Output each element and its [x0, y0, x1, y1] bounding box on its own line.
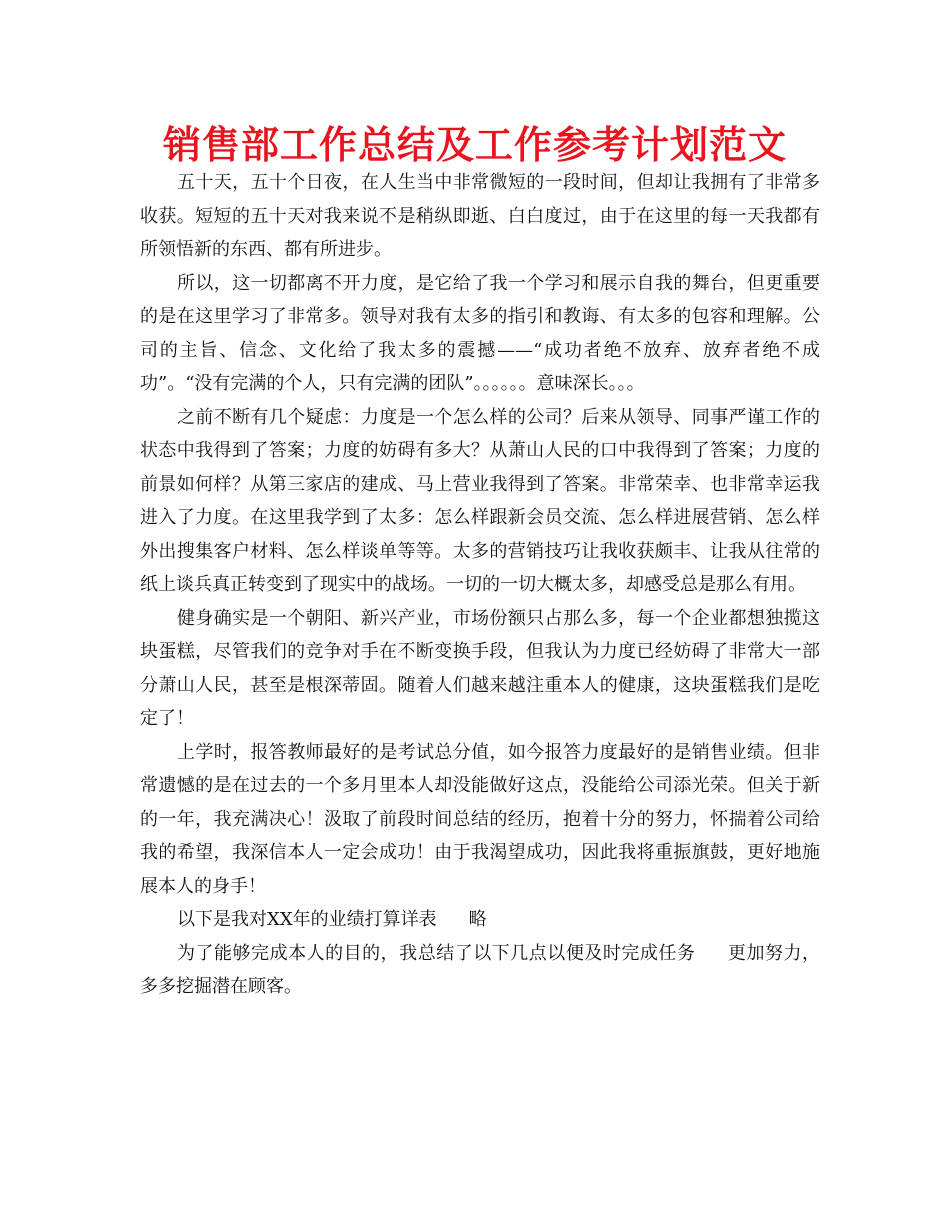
paragraph-3: 之前不断有几个疑虑：力度是一个怎么样的公司？后来从领导、同事严谨工作的状态中我得到了答案；力度的妨碍有多大？从萧山人民的口中我得到了答案；力度的前景如何样？从第三家店的建成、马上营业我得到了答案。非常荣幸、也非常幸运我进入了力度。在这里我学到了太多：怎么样跟新会员交流、怎么样进展营销、怎么样外出搜集客户材料、怎么样谈单等等。太多的营销技巧让我收获颇丰、让我从往常的纸上谈兵真正转变到了现实中的战场。一切的一切大概太多，却感受总是那么有用。	[140, 406, 820, 595]
paragraph-2: 所以，这一切都离不开力度，是它给了我一个学习和展示自我的舞台，但更重要的是在这里学习了非常多。领导对我有太多的指引和教诲、有太多的包容和理解。公司的主旨、信念、文化给了我太多的震撼——“成功者绝不放弃、放弃者绝不成功”。“没有完满的个人，只有完满的团队”。。。。。。意味深长。。。	[140, 272, 820, 394]
goal-text-end: 更加努力，多多挖掘潜在顾客。	[140, 942, 820, 997]
document-title: 销售部工作总结及工作参考计划范文	[162, 123, 787, 167]
goal-text: 为了能够完成本人的目的，我总结了以下几点以便及时完成任务	[177, 942, 696, 964]
plan-omitted: 略	[468, 909, 487, 930]
paragraph-1: 五十天，五十个日夜，在人生当中非常微短的一段时间，但却让我拥有了非常多收获。短短的五十天对我来说不是稍纵即逝、白白度过，由于在这里的每一天我都有所领悟新的东西、都有所进步。	[140, 172, 820, 260]
paragraph-5: 上学时，报答教师最好的是考试总分值，如今报答力度最好的是销售业绩。但非常遗憾的是在过去的一个多月里本人却没能做好这点，没能给公司添光荣。但关于新的一年，我充满决心！汲取了前段时间总结的经历，抱着十分的努力，怀揣着公司给我的希望，我深信本人一定会成功！由于我渴望成功，因此我将重振旗鼓，更好地施展本人的身手！	[140, 741, 820, 897]
paragraph-4: 健身确实是一个朝阳、新兴产业，市场份额只占那么多，每一个企业都想独揽这块蛋糕，尽管我们的竞争对手在不断变换手段，但我认为力度已经妨碍了非常大一部分萧山人民，甚至是根深蒂固。随着人们越来越注重本人的健康，这块蛋糕我们是吃定了！	[140, 607, 820, 729]
paragraph-plan	[140, 903, 820, 937]
plan-text: 以下是我对XX年的业绩打算详表	[177, 909, 437, 930]
paragraph-goal	[140, 937, 820, 1004]
document-body	[140, 166, 820, 1004]
